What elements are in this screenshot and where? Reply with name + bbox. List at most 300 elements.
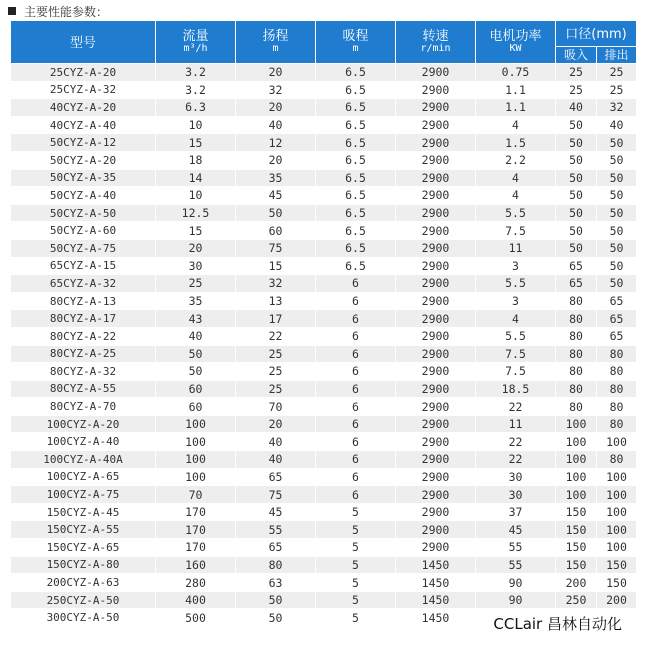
cell-flow: 170 [156, 539, 236, 557]
cell-flow: 60 [156, 380, 236, 398]
cell-model: 50CYZ-A-50 [11, 204, 156, 222]
header-diameter: 口径(mm) [556, 21, 637, 47]
section-title-text: 主要性能参数： [24, 4, 109, 19]
cell-head: 32 [236, 81, 316, 99]
cell-head: 50 [236, 591, 316, 609]
cell-flow: 20 [156, 239, 236, 257]
cell-model: 80CYZ-A-13 [11, 292, 156, 310]
cell-speed: 2900 [396, 310, 476, 328]
table-row [11, 169, 637, 187]
table-row [11, 151, 637, 169]
header-flow [156, 21, 236, 64]
cell-head: 45 [236, 503, 316, 521]
header-inlet: 吸入 [556, 47, 597, 64]
cell-power: 22 [476, 398, 556, 416]
table-row [11, 292, 637, 310]
cell-model: 80CYZ-A-22 [11, 327, 156, 345]
cell-head: 35 [236, 169, 316, 187]
cell-head: 70 [236, 398, 316, 416]
cell-model: 80CYZ-A-17 [11, 310, 156, 328]
header-model: 型号 [11, 21, 156, 64]
cell-inlet: 80 [556, 398, 597, 416]
cell-outlet: 40 [597, 116, 637, 134]
cell-suction: 6 [316, 345, 396, 363]
cell-power: 18.5 [476, 380, 556, 398]
cell-power: 11 [476, 239, 556, 257]
table-row [11, 257, 637, 275]
cell-flow: 170 [156, 521, 236, 539]
cell-speed: 2900 [396, 275, 476, 293]
cell-flow: 35 [156, 292, 236, 310]
cell-model: 100CYZ-A-40A [11, 451, 156, 469]
table-row [11, 116, 637, 134]
cell-power: 3 [476, 292, 556, 310]
cell-speed: 2900 [396, 327, 476, 345]
cell-speed: 2900 [396, 222, 476, 240]
cell-outlet: 65 [597, 292, 637, 310]
cell-inlet: 200 [556, 574, 597, 592]
cell-inlet: 25 [556, 81, 597, 99]
cell-model: 65CYZ-A-32 [11, 275, 156, 293]
cell-suction: 6.5 [316, 257, 396, 275]
cell-model: 100CYZ-A-20 [11, 415, 156, 433]
table-row [11, 345, 637, 363]
cell-flow: 100 [156, 415, 236, 433]
cell-head: 75 [236, 239, 316, 257]
table-row [11, 521, 637, 539]
cell-suction: 6 [316, 468, 396, 486]
cell-suction: 5 [316, 609, 396, 627]
table-body [11, 64, 637, 627]
cell-power: 7.5 [476, 345, 556, 363]
cell-speed: 2900 [396, 116, 476, 134]
cell-outlet: 50 [597, 151, 637, 169]
header-flow-label: 流量 [182, 28, 209, 44]
cell-power: 90 [476, 591, 556, 609]
cell-speed: 2900 [396, 415, 476, 433]
cell-power: 3 [476, 257, 556, 275]
cell-power: 1.5 [476, 134, 556, 152]
section-title [8, 2, 108, 20]
header-head-unit: m [272, 42, 279, 54]
cell-power: 4 [476, 116, 556, 134]
header-flow-unit: m³/h [183, 42, 208, 54]
cell-suction: 6 [316, 415, 396, 433]
cell-inlet: 100 [556, 433, 597, 451]
cell-inlet: 80 [556, 327, 597, 345]
cell-model: 150CYZ-A-55 [11, 521, 156, 539]
cell-inlet: 65 [556, 257, 597, 275]
header-power [476, 21, 556, 64]
cell-flow: 70 [156, 486, 236, 504]
cell-suction: 6 [316, 292, 396, 310]
cell-flow: 160 [156, 556, 236, 574]
cell-inlet: 50 [556, 169, 597, 187]
table-row [11, 556, 637, 574]
cell-head: 40 [236, 433, 316, 451]
cell-model: 50CYZ-A-60 [11, 222, 156, 240]
cell-inlet: 150 [556, 539, 597, 557]
cell-head: 20 [236, 64, 316, 82]
cell-suction: 6 [316, 310, 396, 328]
cell-outlet: 50 [597, 134, 637, 152]
header-speed [396, 21, 476, 64]
cell-head: 17 [236, 310, 316, 328]
cell-speed: 2900 [396, 539, 476, 557]
cell-suction: 5 [316, 539, 396, 557]
cell-head: 12 [236, 134, 316, 152]
cell-power: 4 [476, 187, 556, 205]
cell-outlet: 50 [597, 275, 637, 293]
cell-outlet: 50 [597, 257, 637, 275]
header-head [236, 21, 316, 64]
cell-head: 75 [236, 486, 316, 504]
table-row [11, 380, 637, 398]
cell-outlet: 80 [597, 398, 637, 416]
cell-power: 7.5 [476, 363, 556, 381]
cell-speed: 2900 [396, 486, 476, 504]
cell-flow: 40 [156, 327, 236, 345]
cell-speed: 2900 [396, 292, 476, 310]
cell-model: 80CYZ-A-55 [11, 380, 156, 398]
table-row [11, 204, 637, 222]
cell-power: 7.5 [476, 222, 556, 240]
cell-head: 13 [236, 292, 316, 310]
header-head-label: 扬程 [262, 28, 289, 44]
cell-model: 65CYZ-A-15 [11, 257, 156, 275]
cell-power: 55 [476, 539, 556, 557]
cell-suction: 5 [316, 503, 396, 521]
cell-inlet: 100 [556, 468, 597, 486]
cell-inlet: 80 [556, 345, 597, 363]
table-row [11, 451, 637, 469]
cell-flow: 50 [156, 345, 236, 363]
cell-outlet: 65 [597, 327, 637, 345]
table-row [11, 310, 637, 328]
cell-suction: 6.5 [316, 187, 396, 205]
cell-head: 65 [236, 539, 316, 557]
cell-model: 250CYZ-A-50 [11, 591, 156, 609]
cell-power: 0.75 [476, 64, 556, 82]
header-outlet: 排出 [597, 47, 637, 64]
cell-outlet: 100 [597, 468, 637, 486]
cell-suction: 6.5 [316, 169, 396, 187]
cell-power: 5.5 [476, 275, 556, 293]
cell-power: 11 [476, 415, 556, 433]
cell-inlet: 100 [556, 451, 597, 469]
cell-head: 20 [236, 415, 316, 433]
cell-flow: 100 [156, 451, 236, 469]
cell-speed: 2900 [396, 380, 476, 398]
cell-model: 50CYZ-A-35 [11, 169, 156, 187]
cell-outlet: 80 [597, 415, 637, 433]
header-speed-unit: r/min [420, 42, 451, 54]
cell-model: 25CYZ-A-20 [11, 64, 156, 82]
cell-outlet: 100 [597, 539, 637, 557]
cell-outlet: 80 [597, 363, 637, 381]
cell-speed: 1450 [396, 574, 476, 592]
cell-flow: 3.2 [156, 64, 236, 82]
cell-head: 20 [236, 151, 316, 169]
header-suction [316, 21, 396, 64]
cell-flow: 43 [156, 310, 236, 328]
header-suction-unit: m [352, 42, 359, 54]
cell-model: 300CYZ-A-50 [11, 609, 156, 627]
cell-flow: 12.5 [156, 204, 236, 222]
table-row [11, 64, 637, 82]
table-row [11, 99, 637, 117]
cell-speed: 2900 [396, 345, 476, 363]
cell-flow: 6.3 [156, 99, 236, 117]
cell-outlet: 100 [597, 486, 637, 504]
cell-model: 80CYZ-A-70 [11, 398, 156, 416]
cell-model: 25CYZ-A-32 [11, 81, 156, 99]
cell-speed: 2900 [396, 521, 476, 539]
cell-suction: 6 [316, 398, 396, 416]
cell-head: 22 [236, 327, 316, 345]
cell-head: 63 [236, 574, 316, 592]
cell-flow: 400 [156, 591, 236, 609]
cell-outlet: 150 [597, 574, 637, 592]
cell-speed: 2900 [396, 468, 476, 486]
cell-suction: 6 [316, 363, 396, 381]
cell-inlet: 50 [556, 222, 597, 240]
cell-suction: 6 [316, 486, 396, 504]
table-row [11, 468, 637, 486]
cell-speed: 2900 [396, 187, 476, 205]
header-speed-label: 转速 [422, 28, 449, 44]
cell-speed: 2900 [396, 169, 476, 187]
cell-model: 50CYZ-A-40 [11, 187, 156, 205]
cell-inlet: 80 [556, 310, 597, 328]
cell-inlet: 150 [556, 503, 597, 521]
square-bullet-icon [8, 7, 16, 15]
cell-suction: 6.5 [316, 204, 396, 222]
cell-head: 40 [236, 451, 316, 469]
cell-flow: 100 [156, 468, 236, 486]
table-row [11, 415, 637, 433]
cell-head: 45 [236, 187, 316, 205]
cell-flow: 50 [156, 363, 236, 381]
table-row [11, 187, 637, 205]
cell-model: 150CYZ-A-65 [11, 539, 156, 557]
cell-suction: 6.5 [316, 64, 396, 82]
cell-suction: 6.5 [316, 116, 396, 134]
cell-speed: 2900 [396, 503, 476, 521]
table-row [11, 363, 637, 381]
table-row [11, 591, 637, 609]
cell-outlet: 65 [597, 310, 637, 328]
table-row [11, 81, 637, 99]
watermark: CCLair 昌林自动化 [493, 615, 622, 633]
cell-head: 80 [236, 556, 316, 574]
cell-suction: 5 [316, 591, 396, 609]
cell-inlet: 50 [556, 239, 597, 257]
cell-suction: 6 [316, 275, 396, 293]
cell-outlet: 50 [597, 187, 637, 205]
cell-flow: 170 [156, 503, 236, 521]
cell-speed: 1450 [396, 591, 476, 609]
cell-speed: 2900 [396, 257, 476, 275]
cell-suction: 6.5 [316, 151, 396, 169]
cell-model: 150CYZ-A-80 [11, 556, 156, 574]
cell-head: 50 [236, 609, 316, 627]
cell-flow: 3.2 [156, 81, 236, 99]
cell-head: 25 [236, 363, 316, 381]
cell-suction: 6 [316, 327, 396, 345]
cell-speed: 2900 [396, 398, 476, 416]
cell-outlet: 150 [597, 556, 637, 574]
cell-suction: 6.5 [316, 134, 396, 152]
cell-model: 150CYZ-A-45 [11, 503, 156, 521]
cell-speed: 2900 [396, 204, 476, 222]
cell-outlet: 80 [597, 451, 637, 469]
cell-flow: 60 [156, 398, 236, 416]
cell-flow: 15 [156, 222, 236, 240]
cell-speed: 2900 [396, 64, 476, 82]
cell-speed: 1450 [396, 556, 476, 574]
cell-flow: 15 [156, 134, 236, 152]
cell-inlet: 80 [556, 292, 597, 310]
cell-model: 80CYZ-A-25 [11, 345, 156, 363]
table-row [11, 134, 637, 152]
cell-inlet: 50 [556, 151, 597, 169]
cell-suction: 5 [316, 521, 396, 539]
cell-inlet: 250 [556, 591, 597, 609]
cell-power: 1.1 [476, 81, 556, 99]
cell-model: 50CYZ-A-20 [11, 151, 156, 169]
cell-outlet: 50 [597, 204, 637, 222]
cell-inlet: 50 [556, 187, 597, 205]
cell-outlet: 80 [597, 345, 637, 363]
cell-head: 55 [236, 521, 316, 539]
cell-suction: 6.5 [316, 99, 396, 117]
cell-flow: 10 [156, 116, 236, 134]
cell-inlet: 50 [556, 134, 597, 152]
cell-suction: 6.5 [316, 81, 396, 99]
cell-power: 30 [476, 486, 556, 504]
cell-power: 4 [476, 310, 556, 328]
cell-flow: 280 [156, 574, 236, 592]
table-row [11, 275, 637, 293]
table-row [11, 433, 637, 451]
cell-power: 4 [476, 169, 556, 187]
cell-outlet: 50 [597, 239, 637, 257]
cell-suction: 6 [316, 451, 396, 469]
cell-model: 40CYZ-A-20 [11, 99, 156, 117]
cell-power: 90 [476, 574, 556, 592]
cell-speed: 2900 [396, 433, 476, 451]
table-row [11, 239, 637, 257]
cell-power: 5.5 [476, 204, 556, 222]
cell-power: 37 [476, 503, 556, 521]
cell-suction: 6.5 [316, 222, 396, 240]
cell-head: 15 [236, 257, 316, 275]
table-row [11, 486, 637, 504]
table-row [11, 574, 637, 592]
cell-outlet: 32 [597, 99, 637, 117]
cell-power: 22 [476, 451, 556, 469]
cell-outlet: 25 [597, 64, 637, 82]
cell-model: 50CYZ-A-12 [11, 134, 156, 152]
cell-speed: 2900 [396, 99, 476, 117]
cell-power: 55 [476, 556, 556, 574]
header-power-unit: KW [509, 42, 522, 54]
cell-speed: 2900 [396, 134, 476, 152]
cell-model: 50CYZ-A-75 [11, 239, 156, 257]
cell-inlet: 80 [556, 380, 597, 398]
cell-inlet: 150 [556, 521, 597, 539]
cell-model: 80CYZ-A-32 [11, 363, 156, 381]
table-row [11, 503, 637, 521]
cell-flow: 18 [156, 151, 236, 169]
cell-head: 40 [236, 116, 316, 134]
table-row [11, 398, 637, 416]
cell-inlet: 50 [556, 116, 597, 134]
cell-head: 20 [236, 99, 316, 117]
cell-flow: 500 [156, 609, 236, 627]
cell-speed: 2900 [396, 81, 476, 99]
cell-flow: 100 [156, 433, 236, 451]
cell-head: 65 [236, 468, 316, 486]
cell-head: 50 [236, 204, 316, 222]
cell-outlet: 100 [597, 433, 637, 451]
cell-inlet: 65 [556, 275, 597, 293]
cell-power: 5.5 [476, 327, 556, 345]
cell-outlet: 80 [597, 380, 637, 398]
cell-suction: 6.5 [316, 239, 396, 257]
cell-suction: 5 [316, 574, 396, 592]
table-row [11, 539, 637, 557]
header-suction-label: 吸程 [342, 28, 369, 44]
cell-speed: 2900 [396, 451, 476, 469]
cell-power: 22 [476, 433, 556, 451]
cell-flow: 10 [156, 187, 236, 205]
cell-flow: 14 [156, 169, 236, 187]
cell-inlet: 40 [556, 99, 597, 117]
cell-inlet: 25 [556, 64, 597, 82]
cell-power: 45 [476, 521, 556, 539]
cell-model: 40CYZ-A-40 [11, 116, 156, 134]
cell-outlet: 25 [597, 81, 637, 99]
cell-power: 1.1 [476, 99, 556, 117]
cell-speed: 1450 [396, 609, 476, 627]
table-row [11, 327, 637, 345]
cell-model: 100CYZ-A-40 [11, 433, 156, 451]
cell-flow: 25 [156, 275, 236, 293]
cell-head: 32 [236, 275, 316, 293]
cell-model: 100CYZ-A-65 [11, 468, 156, 486]
cell-speed: 2900 [396, 363, 476, 381]
cell-inlet: 50 [556, 204, 597, 222]
cell-inlet: 150 [556, 556, 597, 574]
cell-head: 25 [236, 345, 316, 363]
cell-power: 30 [476, 468, 556, 486]
cell-outlet: 200 [597, 591, 637, 609]
cell-inlet: 100 [556, 486, 597, 504]
cell-head: 25 [236, 380, 316, 398]
cell-outlet: 100 [597, 521, 637, 539]
header-power-label: 电机功率 [489, 28, 542, 44]
table-header [11, 21, 637, 64]
cell-speed: 2900 [396, 239, 476, 257]
performance-table [10, 20, 637, 627]
cell-suction: 6 [316, 433, 396, 451]
cell-head: 60 [236, 222, 316, 240]
table-row [11, 222, 637, 240]
cell-suction: 6 [316, 380, 396, 398]
cell-outlet: 100 [597, 503, 637, 521]
